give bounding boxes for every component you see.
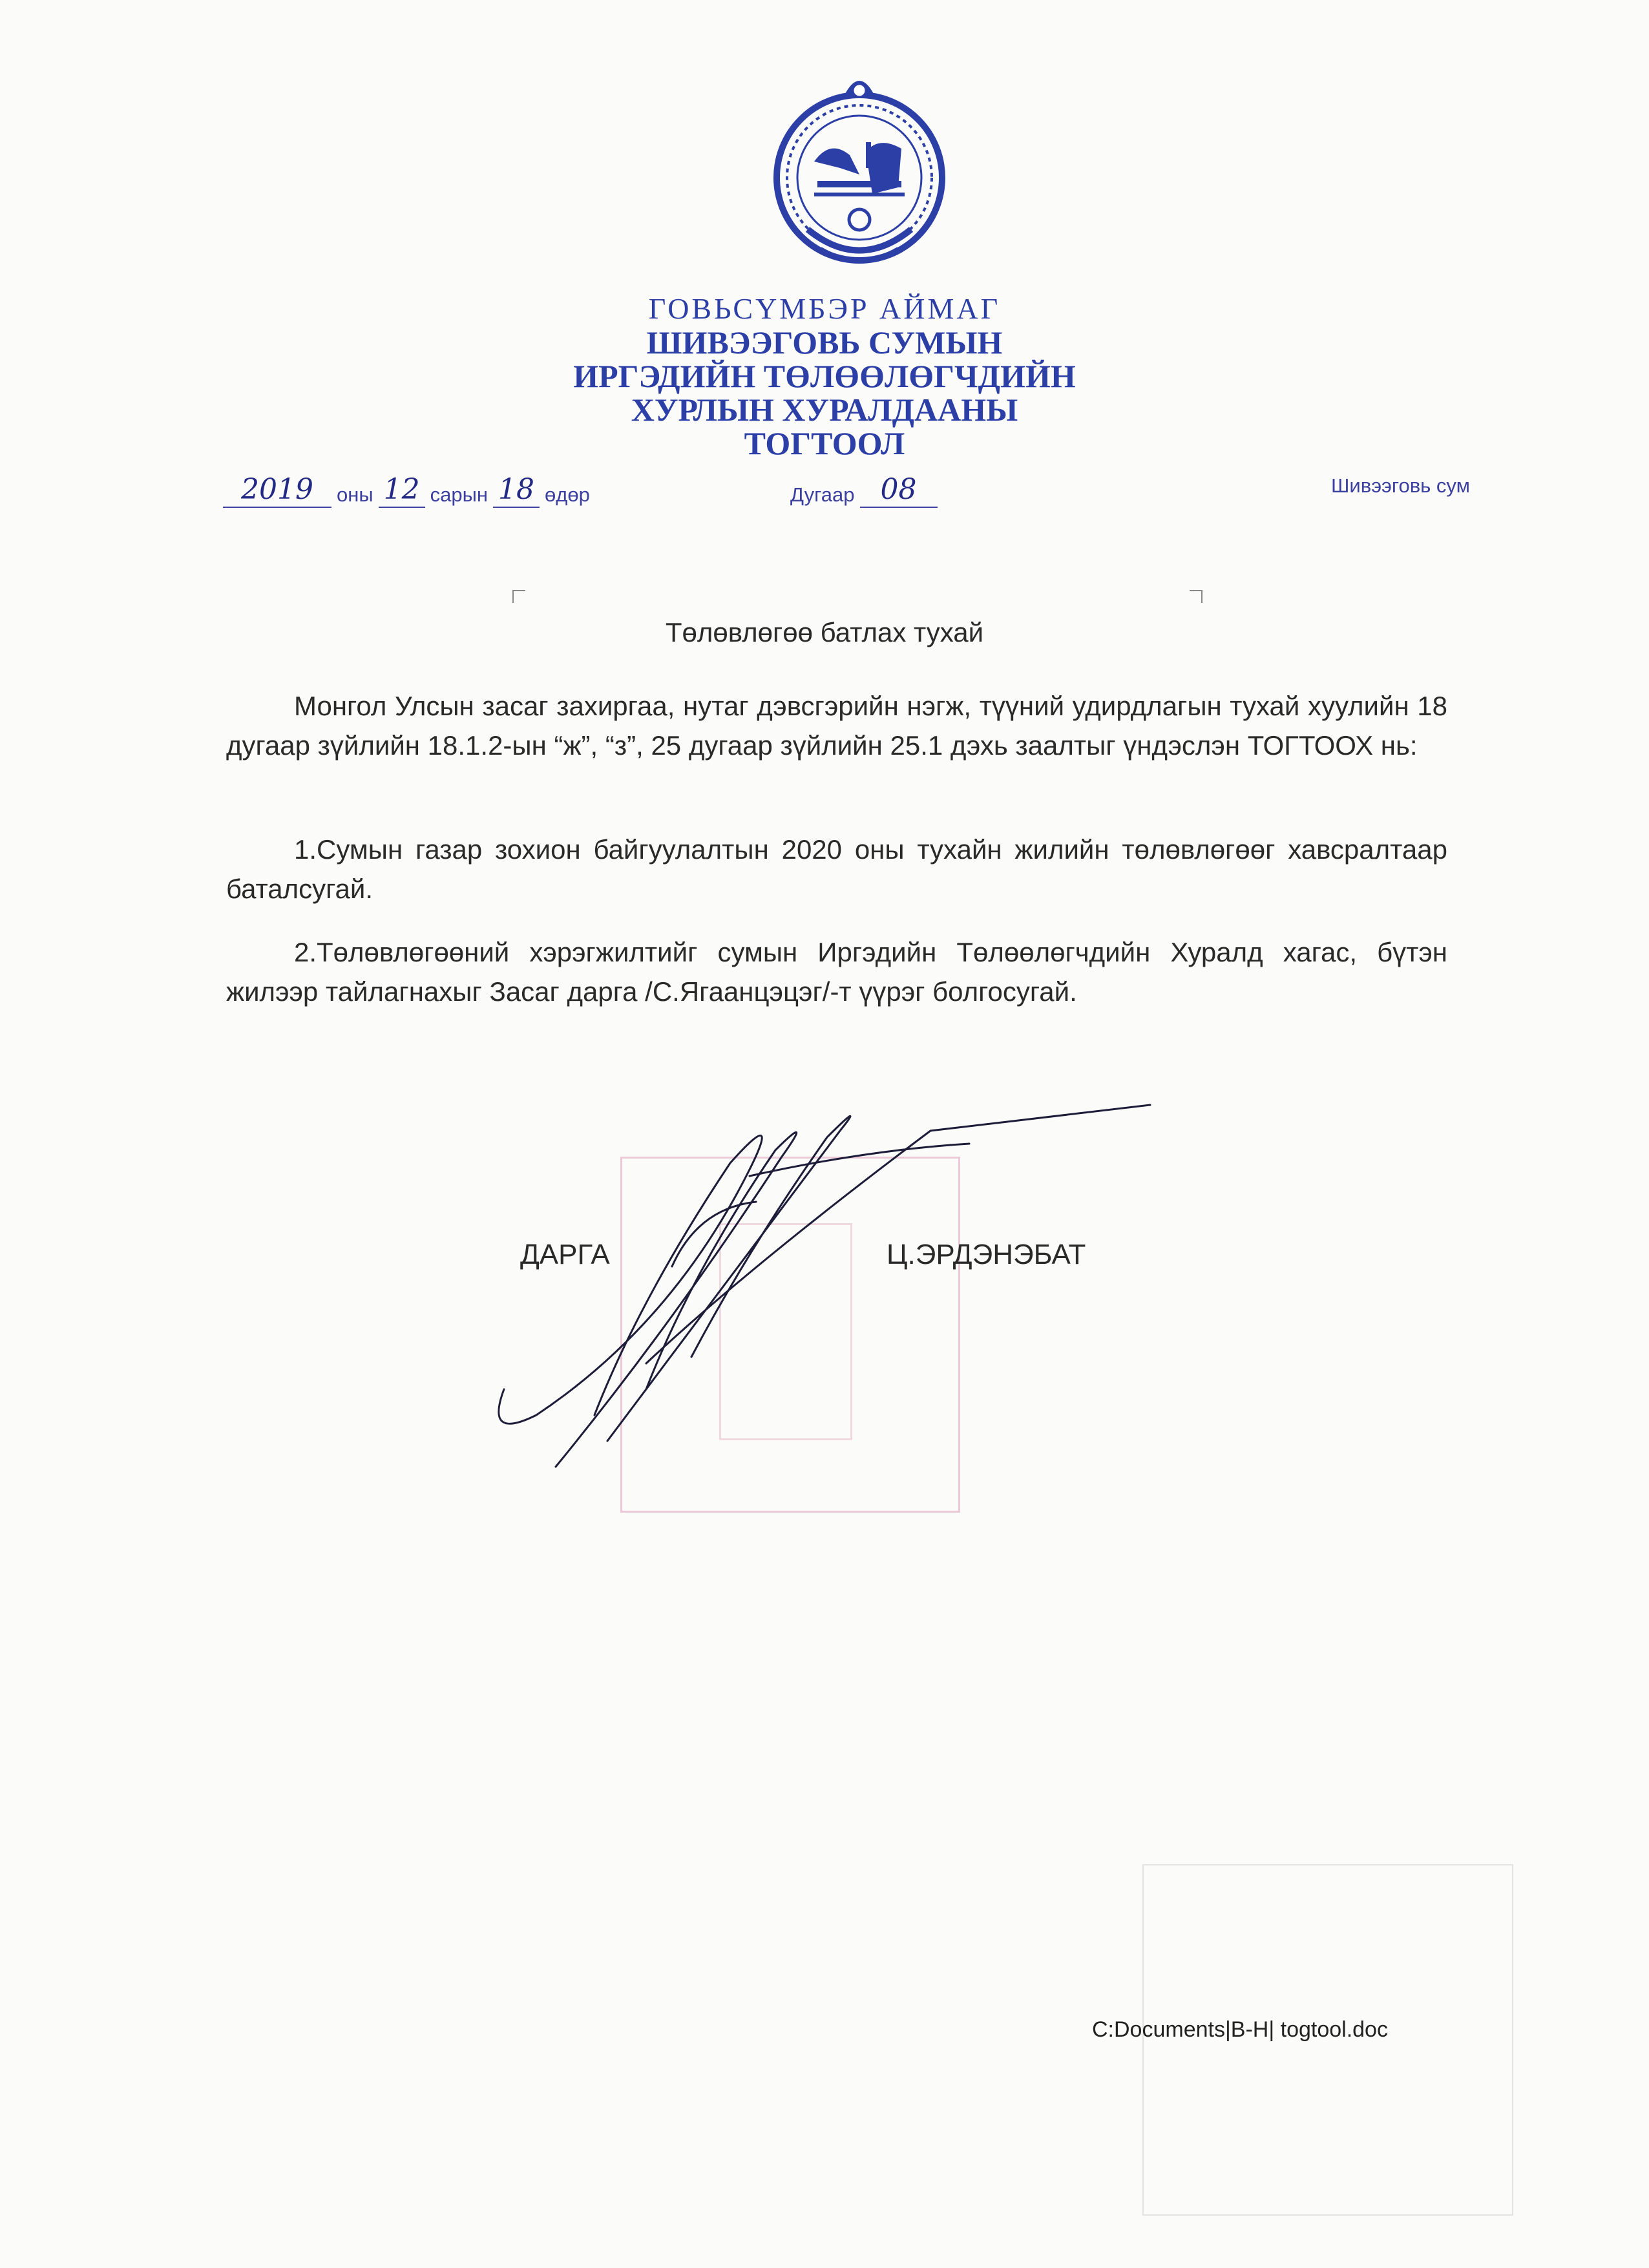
subject-corner-right	[1190, 590, 1203, 603]
clause-2-paragraph: 2.Төлөвлөгөөний хэрэгжилтийг сумын Иргэдийн Төлөөлөгчдийн Хуралд хагас, бүтэн жилээр тайлагнахыг Засаг дарга /С.Ягаанцэцэг/-т үүрэг болгосугай.	[226, 937, 1447, 1007]
header-council: ИРГЭДИЙН ТӨЛӨӨЛӨГЧДИЙН	[573, 358, 1076, 394]
number-label: Дугаар	[790, 483, 855, 506]
number-field	[785, 473, 938, 512]
preamble-paragraph: Монгол Улсын засаг захиргаа, нутаг дэвсгэрийн нэгж, түүний удирдлагын тухай хуулийн 18 дугаар зүйлийн 18.1.2-ын “ж”, “з”, 25 дугаар зүйлийн 25.1 дэхь заалтыг үндэслэн ТОГТООХ нь:	[226, 691, 1447, 761]
file-path-footer: C:Documents|B-H| togtool.doc	[1092, 2017, 1388, 2042]
place-label: Шивээговь сум	[1331, 474, 1470, 497]
date-field	[223, 473, 595, 512]
subject-corner-left	[512, 590, 525, 603]
date-year: 2019	[223, 473, 331, 508]
resolution-number: 08	[860, 473, 938, 508]
signatory-name: Ц.ЭРДЭНЭБАТ	[887, 1239, 1086, 1270]
day-label: өдөр	[545, 483, 590, 506]
year-label: оны	[337, 483, 373, 506]
date-day: 18	[493, 473, 540, 508]
signatory-role: ДАРГА	[520, 1239, 610, 1270]
header-session: ХУРЛЫН ХУРАЛДААНЫ	[631, 392, 1018, 428]
month-label: сарын	[430, 483, 488, 506]
handwritten-signature	[478, 1053, 1202, 1506]
clause-1-paragraph: 1.Сумын газар зохион байгуулалтын 2020 оны тухайн жилийн төлөвлөгөөг хавсралтаар баталсугай.	[226, 834, 1447, 904]
emblem-logo	[769, 65, 950, 278]
place-field	[1326, 473, 1475, 512]
header-sum: ШИВЭЭГОВЬ СУМЫН	[646, 324, 1003, 361]
subject-title: Төлөвлөгөө батлах тухай	[665, 617, 984, 647]
header-aimag: ГОВЬСҮМБЭР АЙМАГ	[648, 292, 1001, 325]
date-month: 12	[379, 473, 425, 508]
header-resolution: ТОГТООЛ	[744, 425, 905, 461]
